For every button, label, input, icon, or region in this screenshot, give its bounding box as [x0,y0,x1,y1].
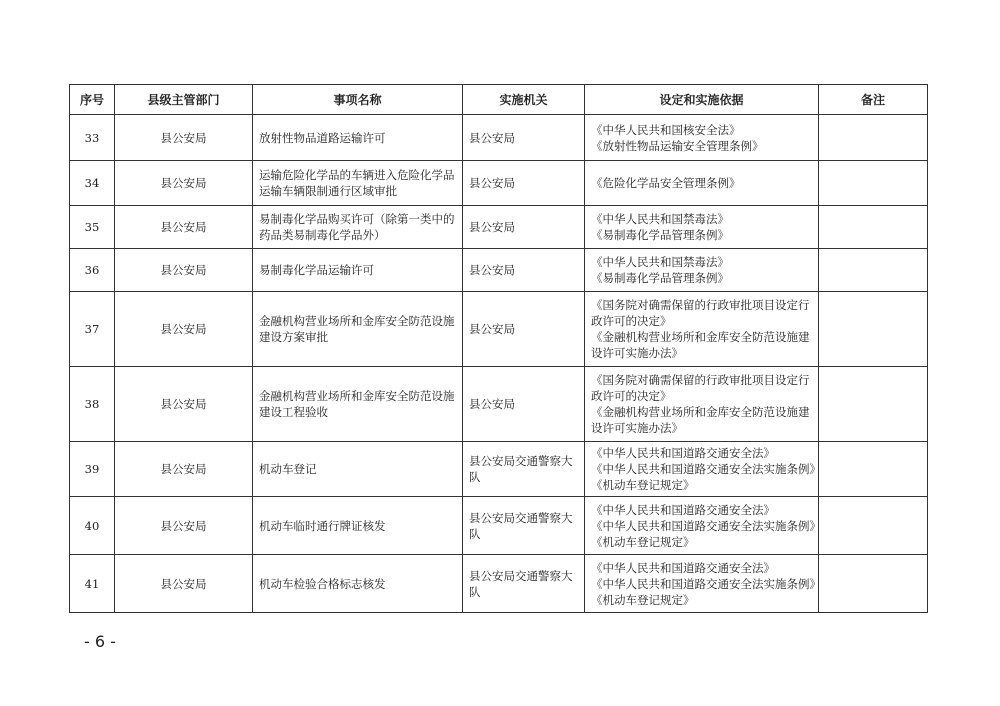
row-item-name: 运输危险化学品的车辆进入危险化学品运输车辆限制通行区域审批 [253,161,463,206]
table-row [70,249,928,292]
row-remarks [819,497,928,555]
basis-line: 《中华人民共和国道路交通安全法》 [591,560,775,575]
row-agency: 县公安局 [463,115,585,161]
row-remarks [819,367,928,442]
table-row [70,115,928,161]
row-basis [585,206,819,249]
row-department: 县公安局 [115,555,253,613]
table-row [70,206,928,249]
row-basis [585,497,819,555]
row-remarks [819,555,928,613]
row-department: 县公安局 [115,442,253,497]
row-department: 县公安局 [115,292,253,367]
row-basis [585,367,819,442]
row-department: 县公安局 [115,367,253,442]
row-basis [585,249,819,292]
header-basis: 设定和实施依据 [585,85,819,115]
row-number: 41 [70,555,115,613]
row-basis [585,161,819,206]
basis-line: 《金融机构营业场所和金库安全防范设施建设许可实施办法》 [591,330,810,360]
row-department: 县公安局 [115,161,253,206]
basis-line: 《中华人民共和国道路交通安全法实施条例》 [591,576,821,591]
header-agency: 实施机关 [463,85,585,115]
row-number: 33 [70,115,115,161]
row-number: 36 [70,249,115,292]
row-department: 县公安局 [115,249,253,292]
basis-line: 《中华人民共和国道路交通安全法实施条例》 [591,462,821,476]
table-row [70,442,928,497]
table-row [70,367,928,442]
header-number: 序号 [70,85,115,115]
row-item-name: 易制毒化学品运输许可 [253,249,463,292]
basis-line: 《机动车登记规定》 [591,534,695,549]
basis-line: 《中华人民共和国禁毒法》 [591,255,729,269]
row-agency: 县公安局 [463,367,585,442]
row-remarks [819,161,928,206]
row-remarks [819,249,928,292]
row-number: 39 [70,442,115,497]
row-agency: 县公安局交通警察大队 [463,442,585,497]
row-agency: 县公安局交通警察大队 [463,555,585,613]
header-remarks: 备注 [819,85,928,115]
basis-line: 《国务院对确需保留的行政审批项目设定行政许可的决定》 [591,298,810,328]
row-agency: 县公安局 [463,249,585,292]
row-item-name: 金融机构营业场所和金库安全防范设施建设方案审批 [253,292,463,367]
basis-line: 《金融机构营业场所和金库安全防范设施建设许可实施办法》 [591,405,810,435]
basis-line: 《中华人民共和国核安全法》 [591,122,741,137]
row-agency: 县公安局 [463,292,585,367]
basis-line: 《机动车登记规定》 [591,478,695,492]
row-department: 县公安局 [115,497,253,555]
table-row [70,555,928,613]
row-number: 37 [70,292,115,367]
basis-line: 《易制毒化学品管理条例》 [591,228,729,242]
row-item-name: 机动车登记 [253,442,463,497]
table-row [70,161,928,206]
row-basis [585,292,819,367]
row-number: 38 [70,367,115,442]
approval-items-table [69,84,928,613]
basis-line: 《国务院对确需保留的行政审批项目设定行政许可的决定》 [591,373,810,403]
row-department: 县公安局 [115,206,253,249]
row-basis [585,115,819,161]
row-department: 县公安局 [115,115,253,161]
row-remarks [819,442,928,497]
row-basis [585,555,819,613]
row-item-name: 放射性物品道路运输许可 [253,115,463,161]
row-item-name: 易制毒化学品购买许可（除第一类中的药品类易制毒化学品外） [253,206,463,249]
row-number: 40 [70,497,115,555]
row-remarks [819,206,928,249]
basis-line: 《机动车登记规定》 [591,592,695,607]
row-agency: 县公安局 [463,206,585,249]
row-basis [585,442,819,497]
header-department: 县级主管部门 [115,85,253,115]
row-number: 35 [70,206,115,249]
header-item-name: 事项名称 [253,85,463,115]
row-remarks [819,292,928,367]
row-number: 34 [70,161,115,206]
header-row [70,85,928,115]
basis-line: 《放射性物品运输安全管理条例》 [591,138,764,153]
basis-line: 《危险化学品安全管理条例》 [591,176,741,190]
basis-line: 《中华人民共和国道路交通安全法实施条例》 [591,518,821,533]
page-number: - 6 - [84,632,116,651]
row-item-name: 金融机构营业场所和金库安全防范设施建设工程验收 [253,367,463,442]
row-agency: 县公安局交通警察大队 [463,497,585,555]
table-row [70,497,928,555]
basis-line: 《中华人民共和国道路交通安全法》 [591,446,775,460]
row-agency: 县公安局 [463,161,585,206]
table-row [70,292,928,367]
row-remarks [819,115,928,161]
basis-line: 《中华人民共和国禁毒法》 [591,212,729,226]
row-item-name: 机动车检验合格标志核发 [253,555,463,613]
basis-line: 《中华人民共和国道路交通安全法》 [591,502,775,517]
basis-line: 《易制毒化学品管理条例》 [591,271,729,285]
row-item-name: 机动车临时通行牌证核发 [253,497,463,555]
